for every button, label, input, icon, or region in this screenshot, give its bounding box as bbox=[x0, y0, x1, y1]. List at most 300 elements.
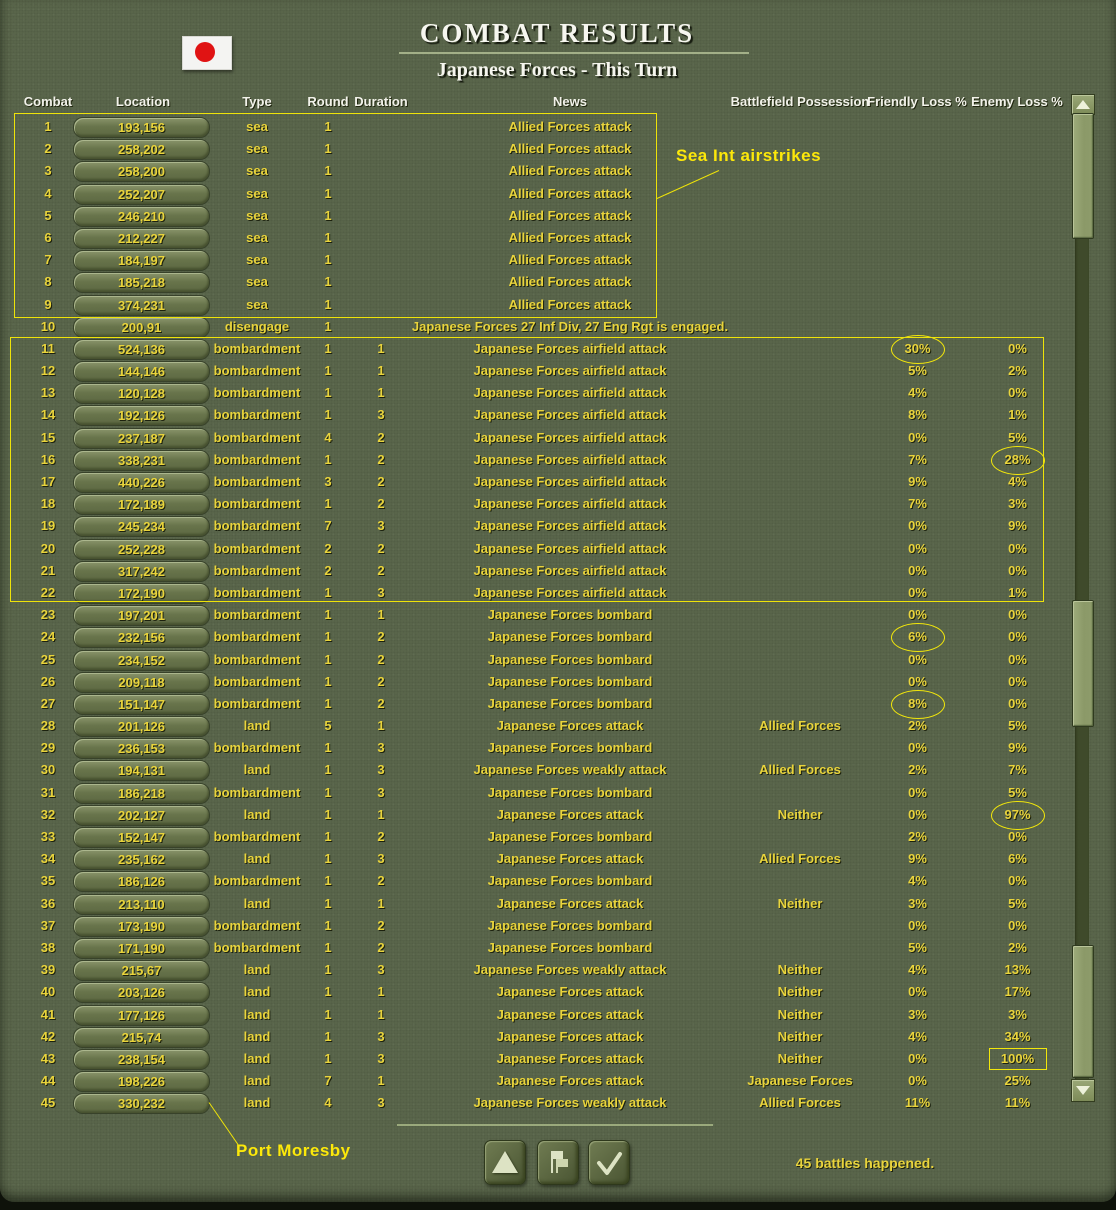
news-cell: Japanese Forces attack bbox=[496, 1073, 644, 1089]
possession-cell bbox=[733, 915, 867, 937]
combat-row[interactable] bbox=[0, 294, 1062, 316]
combat-number: 12 bbox=[40, 363, 56, 379]
news-cell: Allied Forces attack bbox=[508, 141, 632, 157]
combat-row[interactable] bbox=[0, 715, 1062, 737]
combat-number: 9 bbox=[44, 296, 52, 312]
round-cell: 7 bbox=[324, 518, 332, 534]
combat-number: 1 bbox=[44, 119, 52, 134]
round-cell: 1 bbox=[324, 185, 332, 201]
combat-row[interactable] bbox=[0, 737, 1062, 759]
duration-cell bbox=[356, 160, 406, 182]
combat-row[interactable] bbox=[0, 1004, 1062, 1026]
duration-cell bbox=[356, 316, 406, 338]
combat-row[interactable] bbox=[0, 538, 1062, 560]
enemy-loss-cell: 11% bbox=[1004, 1095, 1031, 1111]
combat-number: 22 bbox=[40, 584, 56, 600]
type-cell: land bbox=[243, 895, 271, 911]
round-cell: 2 bbox=[324, 562, 332, 578]
round-cell: 1 bbox=[324, 385, 332, 401]
combat-row[interactable] bbox=[0, 893, 1062, 915]
duration-cell bbox=[356, 249, 406, 271]
duration-cell: 3 bbox=[377, 851, 385, 867]
location-button[interactable]: 192,126 bbox=[73, 405, 210, 426]
round-cell: 1 bbox=[324, 873, 332, 889]
scrollbar-thumb-middle[interactable] bbox=[1072, 600, 1094, 727]
previous-button[interactable] bbox=[484, 1140, 526, 1185]
location-button[interactable]: 246,210 bbox=[73, 206, 210, 227]
combat-number: 15 bbox=[40, 429, 56, 445]
location-button[interactable]: 440,226 bbox=[73, 472, 210, 493]
round-cell: 1 bbox=[324, 939, 332, 955]
combat-number: 44 bbox=[40, 1073, 56, 1089]
duration-cell: 2 bbox=[377, 873, 385, 889]
combat-number: 5 bbox=[44, 207, 52, 223]
combat-row[interactable] bbox=[0, 915, 1062, 937]
combat-row[interactable] bbox=[0, 937, 1062, 959]
type-cell: sea bbox=[246, 274, 268, 290]
col-header-location: Location bbox=[115, 94, 171, 109]
combat-row[interactable] bbox=[0, 1026, 1062, 1048]
location-button[interactable]: 184,197 bbox=[73, 250, 210, 271]
duration-cell: 2 bbox=[377, 540, 385, 556]
scrollbar-down-button[interactable] bbox=[1071, 1079, 1095, 1102]
round-cell: 1 bbox=[324, 651, 332, 667]
location-button[interactable]: 252,207 bbox=[73, 184, 210, 205]
friendly-loss-cell bbox=[880, 271, 955, 293]
col-header-round: Round bbox=[307, 94, 349, 109]
location-button[interactable]: 215,67 bbox=[73, 960, 210, 981]
enemy-loss-cell bbox=[980, 249, 1055, 271]
enemy-loss-cell: 1% bbox=[1008, 407, 1027, 423]
combat-row[interactable] bbox=[0, 427, 1062, 449]
location-button[interactable]: 238,154 bbox=[73, 1049, 210, 1070]
combat-row[interactable] bbox=[0, 183, 1062, 205]
round-cell: 1 bbox=[324, 806, 332, 822]
round-cell: 2 bbox=[324, 540, 332, 556]
duration-cell: 2 bbox=[377, 651, 385, 667]
location-button[interactable]: 245,234 bbox=[73, 516, 210, 537]
combat-row[interactable] bbox=[0, 826, 1062, 848]
location-button[interactable]: 172,190 bbox=[73, 583, 210, 604]
possession-cell: Neither bbox=[777, 895, 823, 911]
possession-cell: Neither bbox=[777, 1028, 823, 1044]
news-cell: Japanese Forces weakly attack bbox=[473, 762, 667, 778]
round-cell: 1 bbox=[324, 673, 332, 689]
enemy-loss-cell bbox=[980, 205, 1055, 227]
possession-cell bbox=[733, 604, 867, 626]
location-button[interactable]: 235,162 bbox=[73, 849, 210, 870]
check-icon bbox=[594, 1147, 624, 1179]
combat-row[interactable] bbox=[0, 604, 1062, 626]
news-cell: Japanese Forces weakly attack bbox=[473, 1095, 667, 1111]
type-cell: bombardment bbox=[213, 740, 301, 756]
duration-cell: 1 bbox=[377, 984, 385, 1000]
news-cell: Japanese Forces bombard bbox=[487, 651, 653, 667]
type-cell: sea bbox=[246, 207, 268, 223]
location-button[interactable]: 171,190 bbox=[73, 938, 210, 959]
location-button[interactable]: 213,110 bbox=[73, 894, 210, 915]
location-button[interactable]: 193,156 bbox=[73, 117, 210, 138]
combat-number: 19 bbox=[40, 518, 56, 534]
news-cell: Japanese Forces airfield attack bbox=[473, 363, 667, 379]
round-cell: 1 bbox=[324, 296, 332, 312]
combat-row[interactable] bbox=[0, 160, 1062, 182]
type-cell: bombardment bbox=[213, 584, 301, 600]
enemy-loss-cell bbox=[980, 183, 1055, 205]
friendly-loss-cell: 2% bbox=[908, 718, 927, 734]
type-cell: land bbox=[243, 1073, 271, 1089]
flags-icon bbox=[543, 1147, 573, 1179]
location-button[interactable]: 151,147 bbox=[73, 694, 210, 715]
news-cell: Allied Forces attack bbox=[508, 119, 632, 134]
combat-number: 6 bbox=[44, 229, 52, 245]
enemy-loss-cell: 0% bbox=[1008, 340, 1027, 356]
location-button[interactable]: 177,126 bbox=[73, 1005, 210, 1026]
combat-row[interactable] bbox=[0, 870, 1062, 892]
friendly-loss-cell: 0% bbox=[908, 1073, 927, 1089]
friendly-loss-cell bbox=[880, 205, 955, 227]
battle-count-status: 45 battles happened. bbox=[795, 1155, 935, 1171]
round-cell: 1 bbox=[324, 252, 332, 268]
news-cell: Japanese Forces weakly attack bbox=[473, 962, 667, 978]
type-cell: disengage bbox=[224, 318, 290, 334]
friendly-loss-cell bbox=[880, 183, 955, 205]
round-cell: 1 bbox=[324, 496, 332, 512]
possession-cell bbox=[733, 582, 867, 604]
scrollbar-thumb-bottom[interactable] bbox=[1072, 945, 1094, 1078]
friendly-loss-cell: 0% bbox=[908, 562, 927, 578]
enemy-loss-cell bbox=[980, 271, 1055, 293]
news-cell: Allied Forces attack bbox=[508, 207, 632, 223]
combat-number: 36 bbox=[40, 895, 56, 911]
enemy-loss-cell: 0% bbox=[1008, 385, 1027, 401]
combat-row[interactable] bbox=[0, 249, 1062, 271]
enemy-loss-cell: 3% bbox=[1008, 1006, 1027, 1022]
location-button[interactable]: 120,128 bbox=[73, 383, 210, 404]
round-cell: 3 bbox=[324, 474, 332, 489]
friendly-loss-cell: 0% bbox=[908, 740, 927, 756]
location-button[interactable]: 198,226 bbox=[73, 1071, 210, 1092]
combat-row[interactable] bbox=[0, 671, 1062, 693]
location-button[interactable]: 197,201 bbox=[73, 605, 210, 626]
type-cell: bombardment bbox=[213, 873, 301, 889]
possession-cell bbox=[733, 538, 867, 560]
news-cell: Japanese Forces airfield attack bbox=[473, 584, 667, 600]
enemy-loss-cell: 2% bbox=[1008, 363, 1027, 379]
combat-row[interactable] bbox=[0, 227, 1062, 249]
combat-number: 38 bbox=[40, 939, 56, 955]
news-cell: Japanese Forces airfield attack bbox=[473, 540, 667, 556]
combat-number: 31 bbox=[40, 784, 56, 800]
round-cell: 1 bbox=[324, 274, 332, 290]
friendly-loss-cell bbox=[880, 227, 955, 249]
location-button[interactable]: 152,147 bbox=[73, 827, 210, 848]
type-cell: bombardment bbox=[213, 939, 301, 955]
possession-cell bbox=[733, 449, 867, 471]
location-button[interactable]: 258,202 bbox=[73, 139, 210, 160]
combat-row[interactable] bbox=[0, 338, 1062, 360]
type-cell: bombardment bbox=[213, 429, 301, 445]
location-button[interactable]: 524,136 bbox=[73, 339, 210, 360]
location-button[interactable]: 232,156 bbox=[73, 627, 210, 648]
news-cell: Japanese Forces bombard bbox=[487, 695, 653, 711]
combat-number: 26 bbox=[40, 673, 56, 689]
type-cell: bombardment bbox=[213, 607, 301, 623]
news-cell: Allied Forces attack bbox=[508, 163, 632, 179]
possession-cell bbox=[733, 737, 867, 759]
round-cell: 1 bbox=[324, 984, 332, 1000]
news-cell: Japanese Forces airfield attack bbox=[473, 496, 667, 512]
friendly-loss-cell: 8% bbox=[880, 693, 955, 715]
combat-number: 34 bbox=[40, 851, 56, 867]
combat-row[interactable] bbox=[0, 1092, 1062, 1114]
news-cell: Allied Forces attack bbox=[508, 229, 632, 245]
friendly-loss-cell: 9% bbox=[908, 474, 927, 489]
news-cell: Japanese Forces bombard bbox=[487, 629, 653, 645]
round-cell: 4 bbox=[324, 1095, 332, 1111]
location-button[interactable]: 185,218 bbox=[73, 272, 210, 293]
enemy-loss-cell: 13% bbox=[1004, 962, 1031, 978]
friendly-loss-cell bbox=[880, 294, 955, 316]
friendly-loss-cell: 4% bbox=[908, 1028, 927, 1044]
combat-row[interactable] bbox=[0, 1070, 1062, 1092]
flag-button[interactable] bbox=[537, 1140, 579, 1185]
news-cell: Japanese Forces bombard bbox=[487, 784, 653, 800]
duration-cell: 2 bbox=[377, 474, 385, 489]
news-cell: Japanese Forces attack bbox=[496, 718, 644, 734]
col-header-duration: Duration bbox=[354, 94, 408, 109]
location-button[interactable]: 201,126 bbox=[73, 716, 210, 737]
location-button[interactable]: 209,118 bbox=[73, 672, 210, 693]
duration-cell: 1 bbox=[377, 363, 385, 379]
footer-divider bbox=[397, 1124, 713, 1126]
possession-cell bbox=[733, 404, 867, 426]
duration-cell: 1 bbox=[377, 340, 385, 356]
location-button[interactable]: 194,131 bbox=[73, 760, 210, 781]
combat-number: 27 bbox=[40, 695, 56, 711]
enemy-loss-cell: 25% bbox=[1004, 1073, 1031, 1089]
possession-cell: Neither bbox=[777, 962, 823, 978]
enemy-loss-cell: 5% bbox=[1008, 718, 1027, 734]
location-button[interactable]: 212,227 bbox=[73, 228, 210, 249]
round-cell: 1 bbox=[324, 851, 332, 867]
possession-cell: Allied Forces bbox=[759, 851, 841, 867]
possession-cell bbox=[733, 693, 867, 715]
combat-row[interactable] bbox=[0, 515, 1062, 537]
location-button[interactable]: 202,127 bbox=[73, 805, 210, 826]
combat-row[interactable] bbox=[0, 471, 1062, 493]
location-button[interactable]: 258,200 bbox=[73, 161, 210, 182]
location-button[interactable]: 200,91 bbox=[73, 317, 210, 338]
location-button[interactable]: 338,231 bbox=[73, 450, 210, 471]
round-cell: 1 bbox=[324, 695, 332, 711]
duration-cell: 3 bbox=[377, 1050, 385, 1066]
combat-row[interactable] bbox=[0, 582, 1062, 604]
round-cell: 1 bbox=[324, 119, 332, 134]
combat-row[interactable] bbox=[0, 1048, 1062, 1070]
enemy-loss-cell: 4% bbox=[1008, 474, 1027, 489]
combat-row[interactable] bbox=[0, 205, 1062, 227]
location-button[interactable]: 252,228 bbox=[73, 539, 210, 560]
possession-cell bbox=[733, 649, 867, 671]
combat-row[interactable] bbox=[0, 693, 1062, 715]
rising-sun-icon bbox=[195, 42, 215, 62]
duration-cell bbox=[356, 138, 406, 160]
possession-cell: Japanese Forces bbox=[747, 1073, 853, 1089]
location-button[interactable]: 172,189 bbox=[73, 494, 210, 515]
round-cell: 1 bbox=[324, 962, 332, 978]
combat-number: 4 bbox=[44, 185, 52, 201]
type-cell: bombardment bbox=[213, 651, 301, 667]
friendly-loss-cell bbox=[880, 116, 955, 138]
possession-cell bbox=[733, 826, 867, 848]
scrollbar-thumb-top[interactable] bbox=[1072, 113, 1094, 239]
enemy-loss-cell: 0% bbox=[1008, 917, 1027, 933]
combat-row[interactable] bbox=[0, 360, 1062, 382]
location-button[interactable]: 173,190 bbox=[73, 916, 210, 937]
location-button[interactable]: 374,231 bbox=[73, 295, 210, 316]
combat-row[interactable] bbox=[0, 138, 1062, 160]
type-cell: sea bbox=[246, 163, 268, 179]
possession-cell bbox=[733, 338, 867, 360]
type-cell: land bbox=[243, 851, 271, 867]
type-cell: sea bbox=[246, 119, 268, 134]
location-button[interactable]: 186,126 bbox=[73, 871, 210, 892]
enemy-loss-cell: 5% bbox=[1008, 429, 1027, 445]
duration-cell: 1 bbox=[377, 385, 385, 401]
news-cell: Japanese Forces attack bbox=[496, 851, 644, 867]
combat-row[interactable] bbox=[0, 759, 1062, 781]
duration-cell: 3 bbox=[377, 762, 385, 778]
possession-cell bbox=[733, 515, 867, 537]
combat-row[interactable] bbox=[0, 782, 1062, 804]
triangle-down-icon bbox=[1076, 1086, 1090, 1095]
scrollbar-up-button[interactable] bbox=[1071, 94, 1095, 115]
combat-row[interactable] bbox=[0, 316, 1062, 338]
type-cell: bombardment bbox=[213, 784, 301, 800]
news-cell: Japanese Forces bombard bbox=[487, 917, 653, 933]
annotation-label-port-moresby: Port Moresby bbox=[236, 1141, 351, 1160]
news-cell: Japanese Forces attack bbox=[496, 895, 644, 911]
possession-cell bbox=[733, 782, 867, 804]
combat-number: 39 bbox=[40, 962, 56, 978]
friendly-loss-cell: 3% bbox=[908, 1006, 927, 1022]
location-button[interactable]: 234,152 bbox=[73, 650, 210, 671]
duration-cell: 3 bbox=[377, 1028, 385, 1044]
news-cell: Japanese Forces airfield attack bbox=[473, 340, 667, 356]
combat-row[interactable] bbox=[0, 449, 1062, 471]
combat-number: 28 bbox=[40, 718, 56, 734]
round-cell: 4 bbox=[324, 429, 332, 445]
location-button[interactable]: 215,74 bbox=[73, 1027, 210, 1048]
col-header-friendly-loss: Friendly Loss % bbox=[867, 94, 967, 109]
location-button[interactable]: 330,232 bbox=[73, 1093, 210, 1114]
possession-cell bbox=[733, 205, 867, 227]
enemy-loss-cell: 17% bbox=[1004, 984, 1031, 1000]
col-header-battlefield-possession: Battlefield Possession bbox=[730, 94, 870, 109]
combat-number: 29 bbox=[40, 740, 56, 756]
friendly-loss-cell: 0% bbox=[908, 806, 927, 822]
duration-cell: 3 bbox=[377, 584, 385, 600]
round-cell: 1 bbox=[324, 917, 332, 933]
round-cell: 1 bbox=[324, 1006, 332, 1022]
combat-row[interactable] bbox=[0, 382, 1062, 404]
type-cell: land bbox=[243, 984, 271, 1000]
combat-row[interactable] bbox=[0, 848, 1062, 870]
combat-row[interactable] bbox=[0, 649, 1062, 671]
combat-number: 16 bbox=[40, 451, 56, 467]
combat-row[interactable] bbox=[0, 116, 1062, 138]
type-cell: bombardment bbox=[213, 451, 301, 467]
round-cell: 1 bbox=[324, 762, 332, 778]
combat-row[interactable] bbox=[0, 981, 1062, 1003]
duration-cell: 2 bbox=[377, 562, 385, 578]
location-button[interactable]: 317,242 bbox=[73, 561, 210, 582]
friendly-loss-cell bbox=[880, 249, 955, 271]
type-cell: bombardment bbox=[213, 496, 301, 512]
news-cell: Allied Forces attack bbox=[508, 185, 632, 201]
type-cell: land bbox=[243, 962, 271, 978]
duration-cell: 1 bbox=[377, 718, 385, 734]
news-cell: Japanese Forces airfield attack bbox=[473, 518, 667, 534]
combat-number: 10 bbox=[40, 318, 56, 334]
location-button[interactable]: 186,218 bbox=[73, 783, 210, 804]
duration-cell: 2 bbox=[377, 829, 385, 844]
confirm-button[interactable] bbox=[588, 1140, 630, 1185]
combat-number: 41 bbox=[40, 1006, 56, 1022]
enemy-loss-cell bbox=[980, 138, 1055, 160]
combat-row[interactable] bbox=[0, 804, 1062, 826]
combat-row[interactable] bbox=[0, 560, 1062, 582]
friendly-loss-cell bbox=[880, 160, 955, 182]
possession-cell bbox=[733, 427, 867, 449]
type-cell: bombardment bbox=[213, 340, 301, 356]
combat-row[interactable] bbox=[0, 959, 1062, 981]
friendly-loss-cell: 0% bbox=[908, 518, 927, 534]
combat-row[interactable] bbox=[0, 626, 1062, 648]
enemy-loss-cell: 5% bbox=[1008, 895, 1027, 911]
round-cell: 7 bbox=[324, 1073, 332, 1089]
round-cell: 1 bbox=[324, 1050, 332, 1066]
page-subtitle: Japanese Forces - This Turn bbox=[436, 59, 678, 81]
enemy-loss-cell bbox=[980, 116, 1055, 138]
duration-cell: 1 bbox=[377, 1006, 385, 1022]
combat-row[interactable] bbox=[0, 404, 1062, 426]
round-cell: 1 bbox=[324, 584, 332, 600]
enemy-loss-cell: 2% bbox=[1008, 939, 1027, 955]
location-button[interactable]: 237,187 bbox=[73, 428, 210, 449]
combat-row[interactable] bbox=[0, 493, 1062, 515]
news-cell: Japanese Forces bombard bbox=[487, 673, 653, 689]
enemy-loss-cell: 0% bbox=[1008, 673, 1027, 689]
combat-row[interactable] bbox=[0, 271, 1062, 293]
location-button[interactable]: 144,146 bbox=[73, 361, 210, 382]
combat-table-rows bbox=[0, 116, 1062, 1114]
round-cell: 1 bbox=[324, 340, 332, 356]
location-button[interactable]: 203,126 bbox=[73, 982, 210, 1003]
col-header-enemy-loss: Enemy Loss % bbox=[971, 94, 1063, 109]
enemy-loss-cell: 0% bbox=[1008, 629, 1027, 645]
combat-number: 8 bbox=[44, 274, 52, 290]
round-cell: 1 bbox=[324, 141, 332, 157]
round-cell: 1 bbox=[324, 784, 332, 800]
news-cell: Japanese Forces bombard bbox=[487, 607, 653, 623]
type-cell: bombardment bbox=[213, 474, 301, 489]
possession-cell bbox=[733, 249, 867, 271]
location-button[interactable]: 236,153 bbox=[73, 738, 210, 759]
enemy-loss-cell: 0% bbox=[1008, 540, 1027, 556]
enemy-loss-cell: 6% bbox=[1008, 851, 1027, 867]
